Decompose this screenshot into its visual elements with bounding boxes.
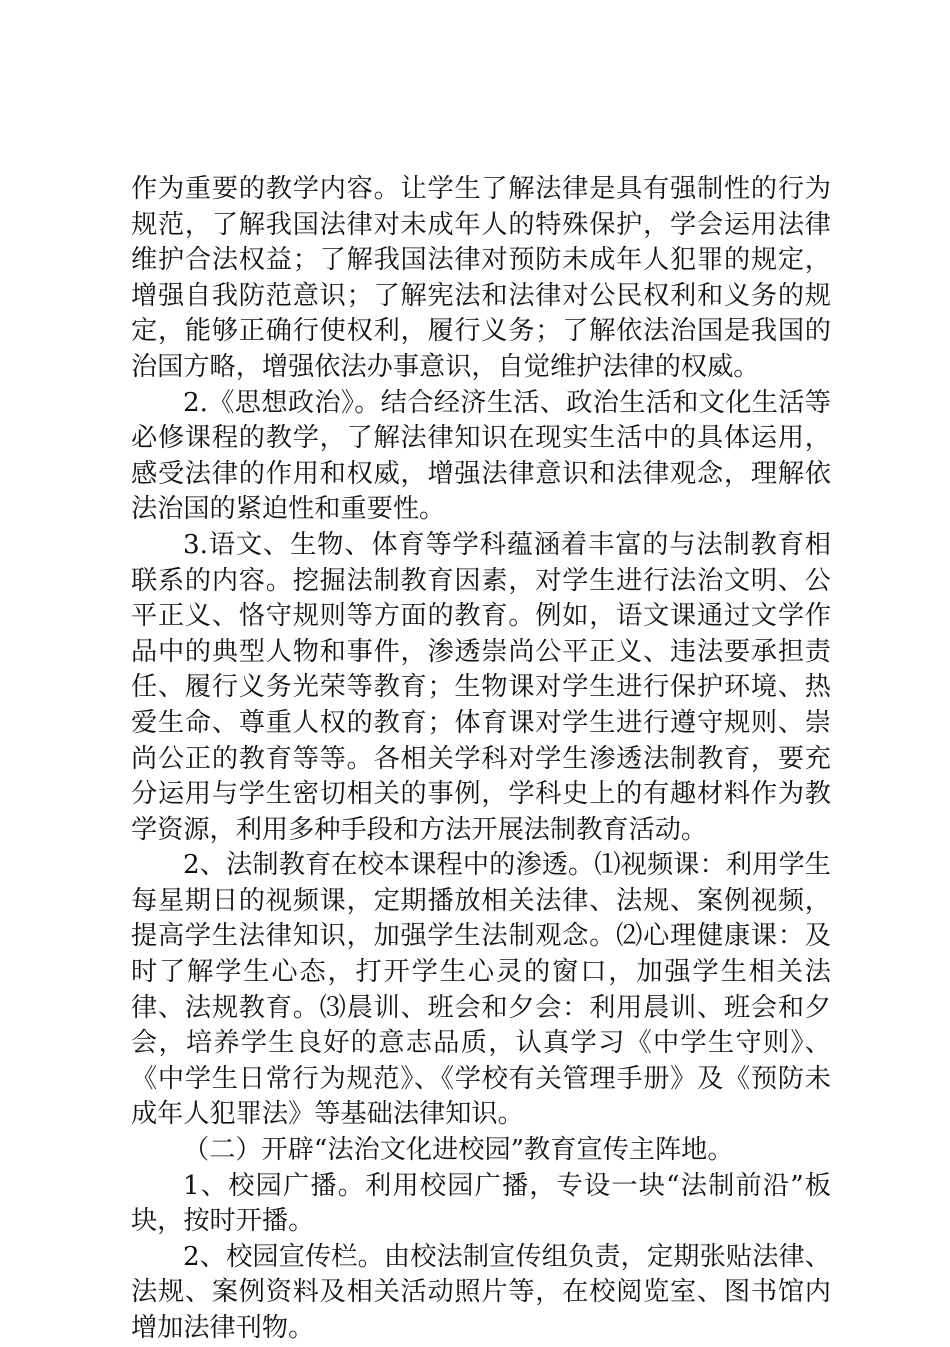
paragraph-bulletin-board: 2、校园宣传栏。由校法制宣传组负责，定期张贴法律、法规、案例资料及相关活动照片等，在校阅览室、图书馆内增加法律刊物。: [131, 1241, 831, 1343]
paragraph-item-3-subjects: 3.语文、生物、体育等学科蕴涵着丰富的与法制教育相联系的内容。挖掘法制教育因素，对学生进行法治文明、公平正义、恪守规则等方面的教育。例如，语文课通过文学作品中的典型人物和事件，渗透崇尚公平正义、违法要承担责任、履行义务光荣等教育；生物课对学生进行保护环境、热爱生命、尊重人权的教育；体育课对学生进行遵守规则、崇尚公正的教育等等。各相关学科对学生渗透法制教育，要充分运用与学生密切相关的事例，学科史上的有趣材料作为教学资源，利用多种手段和方法开展法制教育活动。: [131, 529, 831, 845]
section-heading-2: （二）开辟“法治文化进校园”教育宣传主阵地。: [183, 1135, 734, 1166]
paragraph-item-2-politics: 2.《思想政治》。结合经济生活、政治生活和文化生活等必修课程的教学，了解法律知识在现实生活中的具体运用，感受法律的作用和权威，增强法律意识和法律观念，理解依法治国的紧迫性和重要性。: [131, 387, 831, 525]
paragraph-continuation: 作为重要的教学内容。让学生了解法律是具有强制性的行为规范，了解我国法律对未成年人的特殊保护，学会运用法律维护合法权益；了解我国法律对预防未成年人犯罪的规定，增强自我防范意识；了解宪法和法律对公民权利和义务的规定，能够正确行使权利，履行义务；了解依法治国是我国的治国方略，增强依法办事意识，自觉维护法律的权威。: [131, 174, 831, 382]
paragraph-school-curriculum: 2、法制教育在校本课程中的渗透。⑴视频课：利用学生每星期日的视频课，定期播放相关法律、法规、案例视频，提高学生法律知识，加强学生法制观念。⑵心理健康课：及时了解学生心态，打开学生心灵的窗口，加强学生相关法律、法规教育。⑶晨训、班会和夕会：利用晨训、班会和夕会，培养学生良好的意志品质，认真学习《中学生守则》、《中学生日常行为规范》、《学校有关管理手册》及《预防未成年人犯罪法》等基础法律知识。: [131, 850, 831, 1130]
document-body: [131, 172, 831, 1347]
paragraph-campus-broadcast: 1、校园广播。利用校园广播，专设一块“法制前沿”板块，按时开播。: [131, 1170, 831, 1237]
